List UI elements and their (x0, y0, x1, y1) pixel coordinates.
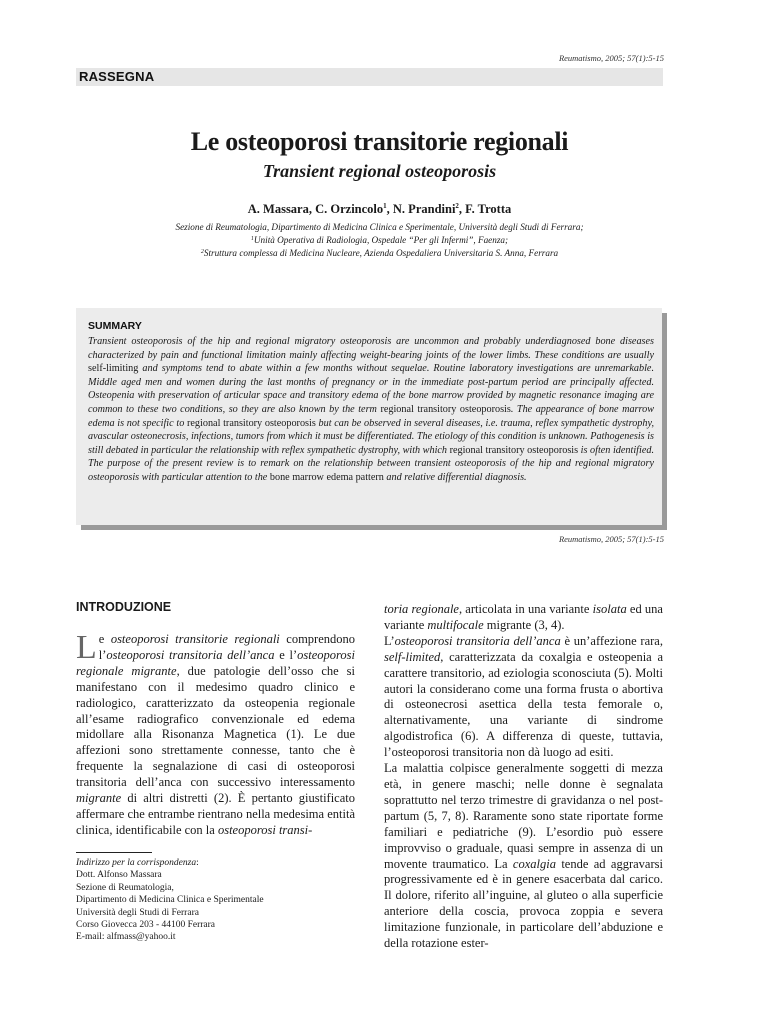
body-column-right (384, 602, 663, 952)
footnote-colon: : (196, 858, 199, 868)
author-list (0, 202, 759, 217)
body-seg: osteoporosi regionale migrante (76, 647, 355, 678)
footnote-line: Università degli Studi di Ferrara (76, 907, 199, 918)
affil-ref-1: 1 (383, 202, 387, 210)
body-seg: multifocale (427, 617, 484, 632)
body-seg: ed una variante (384, 602, 663, 632)
summary-text (88, 335, 654, 485)
affiliation-3 (0, 248, 759, 258)
body-seg: , due patologie dell’osso che si manifestano con il medesimo quadro clinico e radiologico, caratterizzato da osteopenia regionale all’esame radiografico convenzionale ed edema midollare alla Risonanza Magnetica (1). Le due affezioni sono strettamente connesse, tanto che è frequente la segnalazione di casi di osteoporosi transitoria dell’anca con successivo interessamento (76, 663, 355, 790)
body-seg: di altri distretti (2). È pertanto giustificato affermare che entrambe rientrano nella medesima entità clinica, identificabile con la (76, 791, 355, 837)
intro-paragraph (76, 629, 356, 839)
footnote-email: E-mail: alfmass@yahoo.it (76, 932, 176, 943)
summary-seg: regional transitory osteoporosis (380, 403, 511, 415)
author-3: , F. Trotta (458, 202, 512, 216)
body-column-left (76, 600, 355, 839)
affiliation-1: Sezione di Reumatologia, Dipartimento di Medicina Clinica e Sperimentale, Università degli Studi di Ferrara; (175, 222, 584, 232)
summary-seg: but can be observed in several diseases, i.e. trauma, reflex sympathetic dystrophy, avascular osteonecrosis, infections, tumors from which it must be differentiated. The etiology of this condition is unknown. Pathogenesis is still debated in particular the relationship with reflex sympathetic dystrophy, with which (88, 417, 655, 456)
body-seg: osteoporosi transitorie regionali (110, 632, 280, 646)
summary-seg: Transient osteoporosis of the hip and regional migratory osteoporosis are uncommon and probably underdiagnosed bone diseases characterized by pain and functional limitation mainly affecting weight-bearing joints of the lower limbs. These conditions are usually (88, 336, 654, 361)
affil-marker: 1 (250, 236, 254, 242)
section-label-bar (76, 68, 663, 86)
body-seg: migrante (76, 791, 122, 806)
footnote-line: Dott. Alfonso Massara (76, 870, 162, 881)
body-seg: osteoporosi transi- (217, 822, 313, 837)
body-seg: isolata (592, 602, 627, 616)
body-seg: e l’ (274, 647, 298, 662)
summary-seg: regional transitory osteoporosis (449, 444, 579, 456)
footnote-rule (76, 852, 152, 853)
summary-box (76, 308, 662, 525)
body-seg: osteoporosi transitoria dell’anca (394, 633, 561, 648)
body-seg: comprendono l’ (98, 632, 356, 662)
affil-text: Unità Operativa di Radiologia, Ospedale “Per gli Infermi”, Faenza; (253, 235, 509, 245)
intro-heading: INTRODUZIONE (76, 600, 172, 614)
affil-ref-2: 2 (455, 202, 459, 210)
body-seg: tende ad aggravarsi progressivamente ed è in genere esacerbata dal carico. Il dolore, riferito all’inguine, al gluteo o alla superficie anteriore della coscia, provoca zoppia e severa limitazione funzionale, in particolare dell’abduzione e della rotazione ester- (384, 856, 663, 951)
paragraph-epidemiology (384, 761, 663, 952)
body-seg: , articolata in una variante (458, 602, 593, 616)
section-label: RASSEGNA (79, 69, 155, 84)
summary-heading: SUMMARY (88, 320, 142, 332)
drop-cap: L (76, 629, 97, 666)
body-seg: , caratterizzata da coxalgia e osteopenia a carattere transitorio, ad eziologia sconosciuta (5). Molti autori la considerano come una forma frusta o abortiva di osteonecrosi asettica della testa femorale o, alternativamente, una variante di sindrome algodistrofica (6). A differenza di queste, tuttavia, l’osteoporosi transitoria non dà luogo ad esiti. (384, 649, 663, 760)
summary-seg: and relative differential diagnosis. (383, 471, 527, 483)
journal-citation-bottom: Reumatismo, 2005; 57(1):5-15 (558, 534, 664, 544)
correspondence-footnote (76, 857, 264, 944)
affiliation-2 (0, 235, 759, 245)
affil-text: Struttura complessa di Medicina Nucleare, Azienda Ospedaliera Universitaria S. Anna, Ferrara (203, 248, 559, 258)
affil-marker: 2 (200, 249, 204, 255)
summary-seg: self-limiting (88, 363, 139, 375)
footnote-label-line (76, 857, 264, 869)
footnote-line: Sezione di Reumatologia, (76, 882, 174, 893)
summary-seg: bone marrow edema pattern (269, 471, 384, 483)
body-seg: self-limited (384, 649, 441, 664)
body-seg: e (98, 632, 111, 646)
body-seg: toria regionale (384, 602, 459, 616)
body-seg: L’ (384, 633, 395, 648)
footnote-line: Dipartimento di Medicina Clinica e Sperimentale (76, 895, 264, 906)
summary-seg: and symptoms tend to abate within a few months without sequelae. Routine laboratory investigations are unremarkable. Middle aged men and women during the last months of pregnancy or in the immediate post-partum period are principally affected. Osteopenia with preservation of articular space and transitory edema of the bone marrow provided by magnetic resonance imaging are common to these two conditions, so they are also known by the term (88, 363, 654, 415)
summary-seg: is often identified. The purpose of the present review is to remark on the relationship between transient osteoporosis of the hip and regional migratory osteoporosis with particular attention to the (88, 444, 654, 483)
journal-citation: Reumatismo, 2005; 57(1):5-15 (558, 53, 664, 63)
article-title: Le osteoporosi transitorie regionali (190, 127, 569, 156)
footnote-label: Indirizzo per la corrispondenza (76, 858, 197, 868)
footnote-line: Corso Giovecca 203 - 44100 Ferrara (76, 920, 216, 931)
summary-seg: . The appearance of bone marrow edema is not specific to (88, 403, 654, 429)
body-seg: è un’affezione rara, (560, 633, 663, 648)
body-seg: La malattia colpisce generalmente soggetti di mezza età, in genere maschi; nelle donne è segnalata soprattutto nel terzo trimestre di gravidanza o nel post-partum (5, 7, 8). Raramente sono state riportate forme familiari e pediatriche (9). L’esordio può essere improvviso o graduale, quasi sempre in assenza di un movente traumatico. La (384, 761, 663, 871)
intro-paragraph-cont (384, 602, 663, 634)
article-subtitle: Transient regional osteoporosis (262, 161, 497, 181)
body-seg: migrante (3, 4). (483, 617, 565, 632)
summary-seg: regional transitory osteoporosis (187, 417, 316, 429)
author-2: , N. Prandini (386, 202, 456, 216)
body-seg: osteoporosi transitoria dell’anca (106, 647, 275, 662)
body-seg: coxalgia (512, 856, 556, 871)
paragraph-hip (384, 634, 663, 761)
author-1: A. Massara, C. Orzincolo (247, 202, 384, 216)
